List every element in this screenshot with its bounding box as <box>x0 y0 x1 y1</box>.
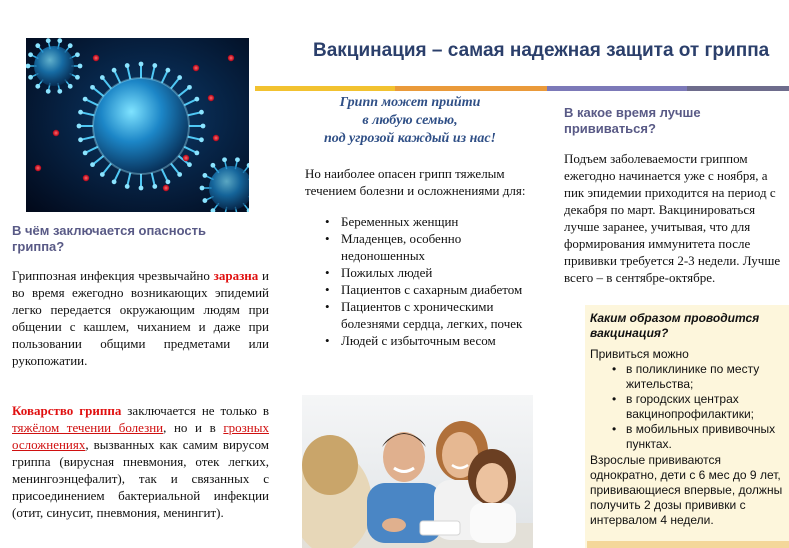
virus-spike-tip <box>202 198 207 203</box>
virus-spike-tip <box>46 89 51 94</box>
virus-spike-tip <box>90 85 95 90</box>
virus-spike-tip <box>199 110 204 115</box>
virus-spike-tip <box>200 186 205 191</box>
vaccination-info-box <box>585 305 789 548</box>
virus-particle <box>183 155 189 161</box>
virus-spike-tip <box>235 157 240 162</box>
virus-particle <box>93 55 99 61</box>
virus-spike-tip <box>166 68 171 73</box>
list-item: • Пожилых людей <box>305 264 535 281</box>
virus-spike-tip <box>112 68 117 73</box>
virus-particle <box>53 130 59 136</box>
highlight-complications: грозных осложнениях <box>12 420 269 452</box>
vaccination-places-list <box>590 362 785 452</box>
virus-spike-tip <box>177 75 182 80</box>
slogan-line-1: Грипп может прийти <box>339 95 481 110</box>
virus-particle <box>193 65 199 71</box>
title-bar-segment-purple <box>547 86 687 91</box>
virus-spike-tip <box>78 64 83 69</box>
title-color-bar <box>255 86 789 91</box>
virus-spike-tip <box>46 38 51 43</box>
virus-spike-tip <box>75 52 80 57</box>
paragraph-contagious <box>12 267 269 369</box>
page-title: Вакцинация – самая надежная защита от гриппа <box>313 40 770 61</box>
virus-spike-tip <box>139 62 144 67</box>
virus-spike-tip <box>201 124 206 129</box>
p1-suffix: и во время ежегодно возникающих эпидемий легко передается окружающим людям при общении с кашлем, чиханием и даже при пользовании общими предметами или рукопожатии. <box>12 268 269 368</box>
virus-spike-tip <box>100 172 105 177</box>
list-item: • Младенцев, особенно недоношенных <box>305 230 535 264</box>
virus-spike-tip <box>152 63 157 68</box>
title-bar-segment-gray <box>687 86 789 91</box>
virus-particle <box>83 175 89 181</box>
virus-particle <box>208 95 214 101</box>
virus-illustration <box>26 38 249 212</box>
virus-spike-tip <box>75 75 80 80</box>
virus-spike-tip <box>152 184 157 189</box>
list-item: • Людей с избыточным весом <box>305 332 535 349</box>
box-intro: Привиться можно <box>590 347 689 361</box>
virus-spike-tip <box>28 52 33 57</box>
virus-spike-tip <box>125 63 130 68</box>
virus-spike-tip <box>78 110 83 115</box>
heading-danger: В чём заключается опасность гриппа? <box>12 223 206 254</box>
virus-spike-tip <box>112 179 117 184</box>
list-item: • в поликлинике по месту жительства; <box>590 362 785 392</box>
highlight-insidiousness: Коварство гриппа <box>12 403 122 418</box>
virus-spike-tip <box>166 179 171 184</box>
heading-when: В какое время лучше прививаться? <box>564 105 701 136</box>
virus-spike-tip <box>199 137 204 142</box>
p1-prefix: Гриппозная инфекция чрезвычайно <box>12 268 214 283</box>
virus-particle <box>163 185 169 191</box>
title-bar-segment-orange <box>395 86 547 91</box>
slogan-line-2: в любую семью, <box>362 113 458 128</box>
virus-spike-tip <box>90 162 95 167</box>
virus-spike-tip <box>35 43 40 48</box>
paragraph-risk-intro: Но наиболее опасен грипп тяжелым течением болезни и осложнениями для: <box>305 166 526 198</box>
virus-spike-tip <box>194 97 199 102</box>
paragraph-insidiousness <box>12 402 269 521</box>
virus-spike-tip <box>177 172 182 177</box>
box-bottom-stripe <box>587 541 789 548</box>
list-item: • в городских центрах вакцинопрофилактики; <box>590 392 785 422</box>
virus-spike-tip <box>222 157 227 162</box>
virus-spike-tip <box>83 97 88 102</box>
p2-mid1: заключается не только в <box>121 403 269 418</box>
virus-spike-tip <box>28 75 33 80</box>
box-note: Взрослые прививаются однократно, дети с 6 мес до 9 лет, прививающиеся впервые, должны получить 2 дозы прививки с интервалом 4 недели. <box>590 453 783 527</box>
virus-spike-tip <box>77 124 82 129</box>
list-item: • в мобильных прививочных пунктах. <box>590 422 785 452</box>
virus-particle <box>35 165 41 171</box>
box-title: Каким образом проводится вакцинация? <box>590 311 760 340</box>
p2-mid2: , но и в <box>163 420 224 435</box>
risk-group-list <box>305 213 535 349</box>
slogan-line-3: под угрозой каждый из нас! <box>323 131 496 146</box>
virus-spike-tip <box>35 84 40 89</box>
virus-spike-tip <box>83 151 88 156</box>
paragraph-when: Подъем заболеваемости гриппом ежегодно начинается уже с ноября, а пик эпидемии приходится на период с декабря по март. Вакцинироваться лучше заранее, учитывая, что для формирования иммунитета после прививки требуется 2-3 недели. Лучше всего – в сентябре-октябре. <box>564 151 781 285</box>
virus-spike-tip <box>187 85 192 90</box>
virus-spike-tip <box>68 43 73 48</box>
virus-spike-tip <box>139 186 144 191</box>
virus-spike-tip <box>78 137 83 142</box>
title-bar-segment-yellow <box>255 86 395 91</box>
virus-spike-tip <box>187 162 192 167</box>
p2-suffix: , вызванных как самим вирусом гриппа (вирусная пневмония, отек легких, менингоэнцефалит), так и связанных с присоединением бактериальной инфекции (отит, синусит, пневмония, менингит). <box>12 437 269 520</box>
virus-particle <box>213 135 219 141</box>
virus-spike-tip <box>68 84 73 89</box>
virus-spike-tip <box>57 89 62 94</box>
list-item: • Беременных женщин <box>305 213 535 230</box>
virus-spike-tip <box>202 173 207 178</box>
virus-particle <box>228 55 234 61</box>
virus-spike-tip <box>194 151 199 156</box>
virus-spike-tip <box>125 184 130 189</box>
highlight-contagious: заразна <box>213 268 259 283</box>
list-item: • Пациентов с сахарным диабетом <box>305 281 535 298</box>
list-item: • Пациентов с хроническими болезнями сердца, легких, почек <box>305 298 535 332</box>
highlight-severe-course: тяжёлом течении болезни <box>12 420 164 435</box>
virus-spike-tip <box>211 163 216 168</box>
virus-spike-tip <box>100 75 105 80</box>
slogan <box>300 94 520 148</box>
family-photo <box>302 395 533 548</box>
virus-spike-tip <box>57 38 62 43</box>
